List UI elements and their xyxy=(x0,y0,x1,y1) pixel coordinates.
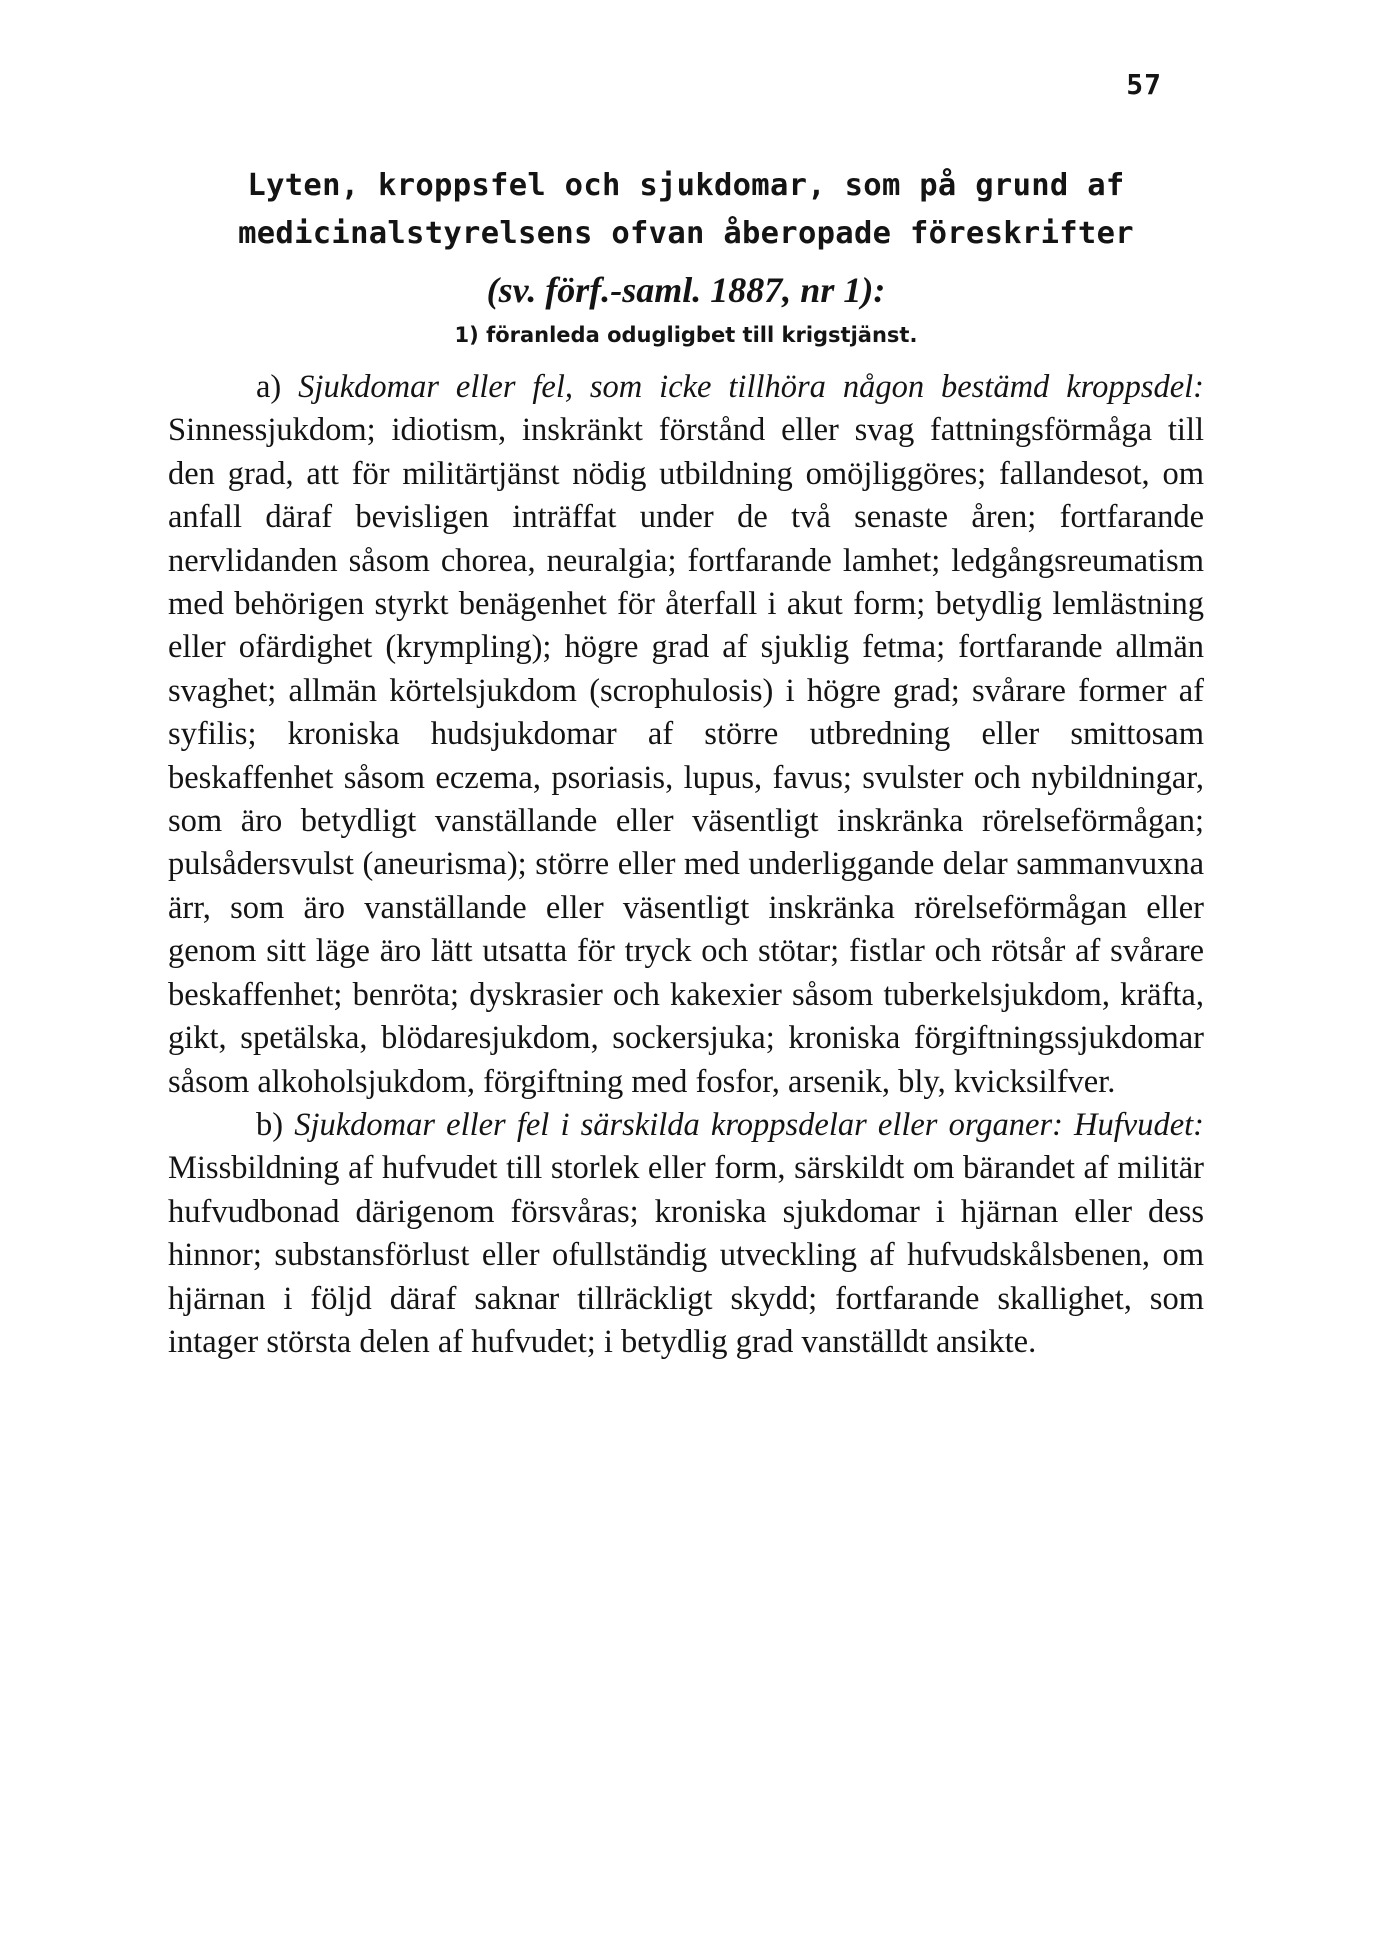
paragraph-b xyxy=(168,1104,1204,1364)
page-number: 57 xyxy=(1126,68,1162,101)
paragraph-b-lead: Sjukdomar eller fel i särskilda kroppsdelar eller organer: Hufvudet: xyxy=(294,1106,1204,1143)
paragraph-a xyxy=(168,366,1204,1104)
paragraph-a-lead: Sjukdomar eller fel, som icke tillhöra någon bestämd kroppsdel: xyxy=(298,369,1205,405)
paragraph-a-text: Sinnessjukdom; idiotism, inskränkt förstånd eller svag fattningsförmåga till den grad, att för militärtjänst nödig utbildning omöjliggöres; fallandesot, om anfall däraf bevisligen inträffat under de två senaste åren; fortfarande nervlidanden såsom chorea, neuralgia; fortfarande lamhet; ledgångsreumatism med behörigen styrkt benägenhet för återfall i akut form; betydlig lemlästning eller ofärdighet (krympling); högre grad af sjuklig fetma; fortfarande allmän svaghet; allmän körtelsjukdom (scrophulosis) i högre grad; svårare former af syfilis; kroniska hudsjukdomar af större utbredning eller smittosam beskaffenhet såsom eczema, psoriasis, lupus, favus; svulster och nybildningar, som äro betydligt vanställande eller väsentligt inskränka rörelseförmågan; pulsådersvulst (aneurisma); större eller med underliggande delar sammanvuxna ärr, som äro vanställande eller väsentligt inskränka rörelseförmågan eller genom sitt läge äro lätt utsatta för tryck och stötar; fistlar och rötsår af svårare beskaffenhet; benröta; dyskrasier och kakexier såsom tuberkelsjukdom, kräfta, gikt, spetälska, blödaresjukdom, sockersjuka; kroniska förgiftningssjukdomar såsom alkoholsjukdom, förgiftning med fosfor, arsenik, bly, kvicksilfver. xyxy=(168,412,1204,1100)
statute-reference: (sv. förf.-saml. 1887, nr 1): xyxy=(486,270,886,310)
body-text xyxy=(168,366,1204,1364)
subheading: 1) föranleda odugligbet till krigstjänst. xyxy=(454,323,918,347)
heading-line-2: medicinalstyrelsens ofvan åberopade föreskrifter xyxy=(238,216,1134,251)
paragraph-b-text: Missbildning af hufvudet till storlek eller form, särskildt om bärandet af militär hufvudbonad därigenom försvåras; kroniska sjukdomar i hjärnan eller dess hinnor; substansförlust eller ofullständig utveckling af hufvudskålsbenen, om hjärnan i följd däraf saknar tillräckligt skydd; fortfarande skallighet, som intager största delen af hufvudet; i betydlig grad vanställdt ansikte. xyxy=(168,1150,1204,1360)
paragraph-b-marker: b) xyxy=(256,1106,284,1143)
paragraph-a-marker: a) xyxy=(256,369,282,405)
heading-line-1: Lyten, kroppsfel och sjukdomar, som på grund af xyxy=(247,168,1125,203)
section-heading xyxy=(168,162,1204,318)
